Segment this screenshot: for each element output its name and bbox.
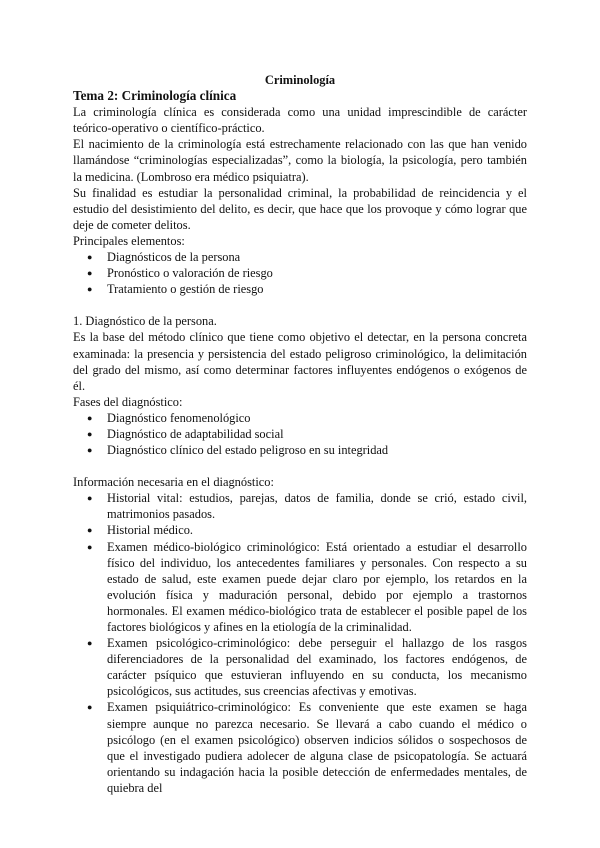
list-item: ● Diagnósticos de la persona <box>95 249 527 265</box>
elements-list <box>73 249 527 297</box>
phases-label: Fases del diagnóstico: <box>73 394 183 409</box>
phases-list <box>73 410 527 458</box>
elements-label: Principales elementos: <box>73 233 185 248</box>
list-item: ● Tratamiento o gestión de riesgo <box>95 281 527 297</box>
intro-paragraph: La criminología clínica es considerada como una unidad imprescindible de carácter teórico-operativo o científico-práctico. <box>73 105 527 136</box>
diagnosis-heading: 1. Diagnóstico de la persona. <box>73 314 217 329</box>
info-label: Información necesaria en el diagnóstico: <box>73 475 274 490</box>
list-item: ● Diagnóstico de adaptabilidad social <box>95 426 527 442</box>
document-title: Criminología <box>264 73 336 87</box>
list-item: ● Diagnóstico clínico del estado peligroso en su integridad <box>95 442 527 458</box>
list-item: ● Examen psiquiátrico-criminológico: Es conveniente que este examen se haga siempre aunque no parezca necesario. Se llevará a cabo cuando el médico o psicólogo (en el examen psicológico) observen indicios sólidos o sospechosos de que el investigado pudiera adolecer de alguna clase de psicopatología. Se actuará orientando su indagación hacia la posible detección de enfermedades mentales, de quiebra del <box>95 699 527 796</box>
section-heading: Tema 2: Criminología clínica <box>73 88 237 104</box>
info-list <box>73 490 527 796</box>
document-page <box>73 72 527 796</box>
intro-paragraph: El nacimiento de la criminología está estrechamente relacionado con las que han venido llamándose “criminologías especializadas”, como la biología, la psicología, pero también la medicina. (Lombroso era médico psiquiatra). <box>73 137 527 184</box>
list-item: ● Historial médico. <box>95 522 527 538</box>
diagnosis-paragraph: Es la base del método clínico que tiene como objetivo el detectar, en la persona concreta examinada: la presencia y persistencia del estado peligroso criminológico, la delimitación del grado del mismo, así como determinar factores influyentes endógenos o exógenos de él. <box>73 330 527 393</box>
spacer <box>73 458 527 474</box>
list-item: ● Examen médico-biológico criminológico: Está orientado a estudiar el desarrollo físico del individuo, los antecedentes familiares y personales. Con respecto a su estado de salud, este examen puede dejar claro por ejemplo, los retardos en la evolución física y maduración personal, debido por ejemplo a trastornos hormonales. El examen médico-biológico trata de establecer el posible papel de los factores biológicos y afines en la etiología de la criminalidad. <box>95 539 527 636</box>
list-item: ● Diagnóstico fenomenológico <box>95 410 527 426</box>
list-item: ● Pronóstico o valoración de riesgo <box>95 265 527 281</box>
intro-paragraph: Su finalidad es estudiar la personalidad criminal, la probabilidad de reincidencia y el estudio del desistimiento del delito, es decir, que hace que los provoque y cómo lograr que deje de cometer delitos. <box>73 185 527 232</box>
list-item: ● Historial vital: estudios, parejas, datos de familia, donde se crió, estado civil, matrimonios pasados. <box>95 490 527 522</box>
spacer <box>73 297 527 313</box>
list-item: ● Examen psicológico-criminológico: debe perseguir el hallazgo de los rasgos diferenciadores de la personalidad del examinado, los factores endógenos, de carácter psíquico que estuvieran influyendo en su conducta, los mecanismo psicológicos, sus actitudes, sus creencias afectivas y emotivas. <box>95 635 527 699</box>
